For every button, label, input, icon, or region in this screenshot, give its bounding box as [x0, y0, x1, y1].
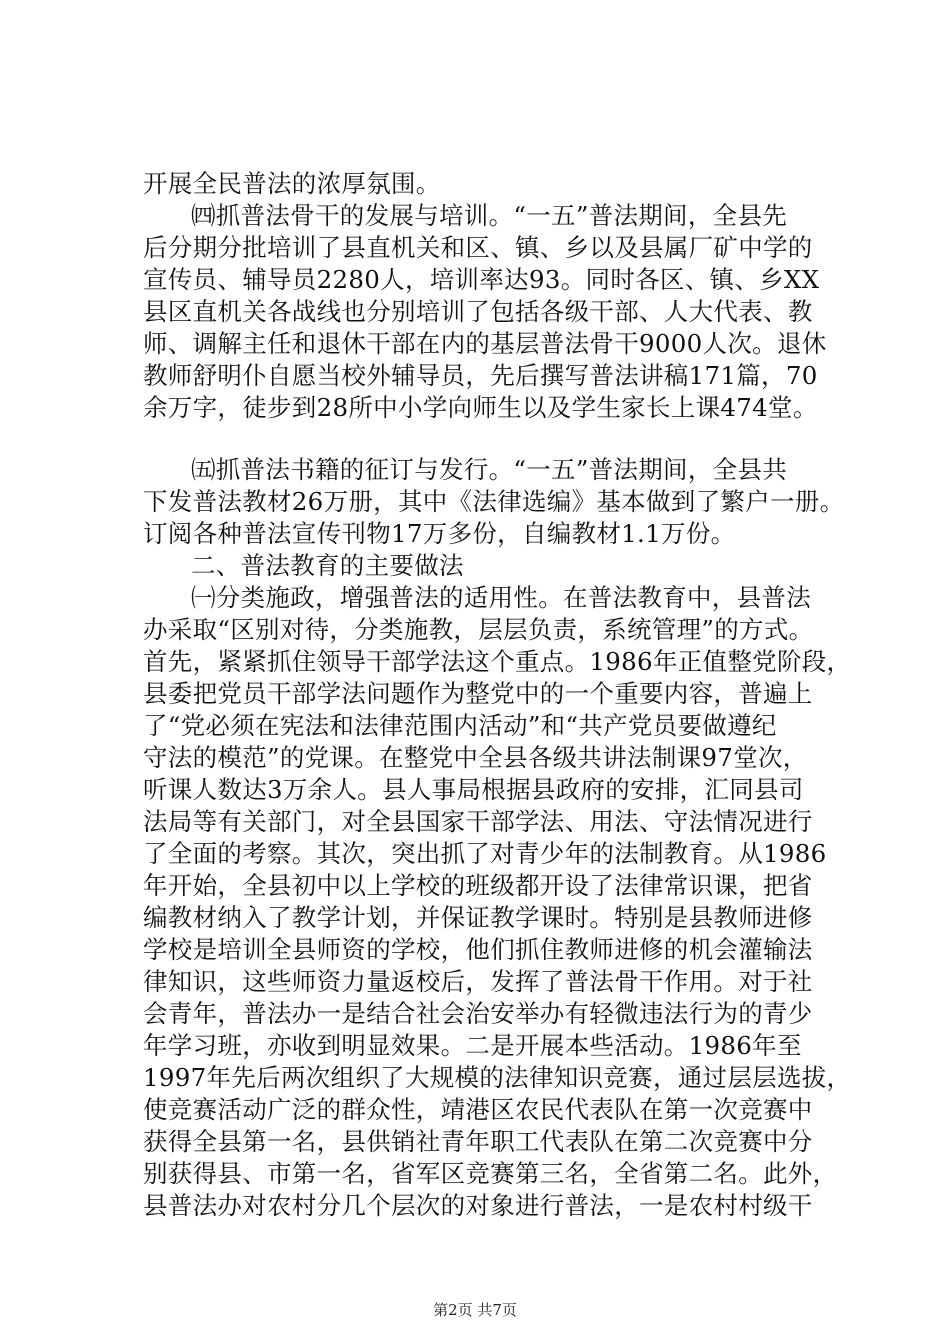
text-line: 年学习班，亦收到明显效果。二是开展本些活动。1986年至 [143, 1031, 802, 1060]
text-line: 下发普法教材26万册，其中《法律选编》基本做到了繁户一册。 [143, 487, 845, 516]
text-line: 首先，紧紧抓住领导干部学法这个重点。1986年正值整党阶段， [143, 647, 852, 676]
text-line: 宣传员、辅导员2280人，培训率达93。同时各区、镇、乡XX [143, 265, 820, 294]
text-line: 了全面的考察。其次，突出抓了对青少年的法制教育。从1986 [143, 839, 827, 868]
text-line: 教师舒明仆自愿当校外辅导员，先后撰写普法讲稿171篇，70 [143, 361, 818, 390]
text-line: 师、调解主任和退休干部在内的基层普法骨干9000人次。退休 [143, 329, 827, 358]
page-number-footer: 第2页 共7页 [433, 1301, 517, 1319]
text-line: 县委把党员干部学法问题作为整党中的一个重要内容，普遍上 [143, 679, 813, 708]
text-line: 办采取“区别对待，分类施教，层层负责，系统管理”的方式。 [143, 615, 814, 644]
text-line: 别获得县、市第一名，省军区竞赛第三名，全省第二名。此外， [143, 1159, 838, 1188]
document-body [143, 168, 852, 1222]
text-line: 了“党必须在宪法和法律范围内活动”和“共产党员要做遵纪 [143, 711, 777, 740]
text-line: 余万字，徒步到28所中小学向师生以及学生家长上课474堂。 [143, 393, 818, 422]
text-line: 县普法办对农村分几个层次的对象进行普法，一是农村村级干 [143, 1191, 813, 1220]
text-line: 法局等有关部门，对全县国家干部学法、用法、守法情况进行 [143, 807, 813, 836]
text-line: 订阅各种普法宣传刊物17万多份，自编教材1.1万份。 [143, 519, 736, 548]
paragraph-gap [143, 424, 833, 454]
paragraph-start-line: ㈣抓普法骨干的发展与培训。“一五”普法期间，全县先 [191, 201, 788, 230]
text-line: 律知识，这些师资力量返校后，发挥了普法骨干作用。对于社 [143, 967, 813, 996]
text-line: 获得全县第一名，县供销社青年职工代表队在第二次竞赛中分 [143, 1127, 813, 1156]
text-line: 年开始，全县初中以上学校的班级都开设了法律常识课，把省 [143, 871, 813, 900]
section-heading: 二、普法教育的主要做法 [191, 551, 464, 580]
text-line: 会青年，普法办一是结合社会治安举办有轻微违法行为的青少 [143, 999, 813, 1028]
text-line: 学校是培训全县师资的学校，他们抓住教师进修的机会灌输法 [143, 935, 813, 964]
text-line: 编教材纳入了教学计划，并保证教学课时。特别是县教师进修 [143, 903, 813, 932]
paragraph-start-line: ㈤抓普法书籍的征订与发行。“一五”普法期间，全县共 [191, 455, 788, 484]
text-line: 县区直机关各战线也分别培训了包括各级干部、人大代表、教 [143, 297, 813, 326]
text-line: 守法的模范”的党课。在整党中全县各级共讲法制课97堂次， [143, 743, 808, 772]
text-line: 后分期分批培训了县直机关和区、镇、乡以及县属厂矿中学的 [143, 233, 813, 262]
paragraph-start-line: ㈠分类施政，增强普法的适用性。在普法教育中，县普法 [191, 583, 811, 612]
text-line: 听课人数达3万余人。县人事局根据县政府的安排，汇同县司 [143, 775, 804, 804]
text-line: 1997年先后两次组织了大规模的法律知识竞赛，通过层层选拔， [143, 1063, 852, 1092]
text-line: 开展全民普法的浓厚氛围。 [143, 169, 441, 198]
text-line: 使竞赛活动广泛的群众性，靖港区农民代表队在第一次竞赛中 [143, 1095, 813, 1124]
